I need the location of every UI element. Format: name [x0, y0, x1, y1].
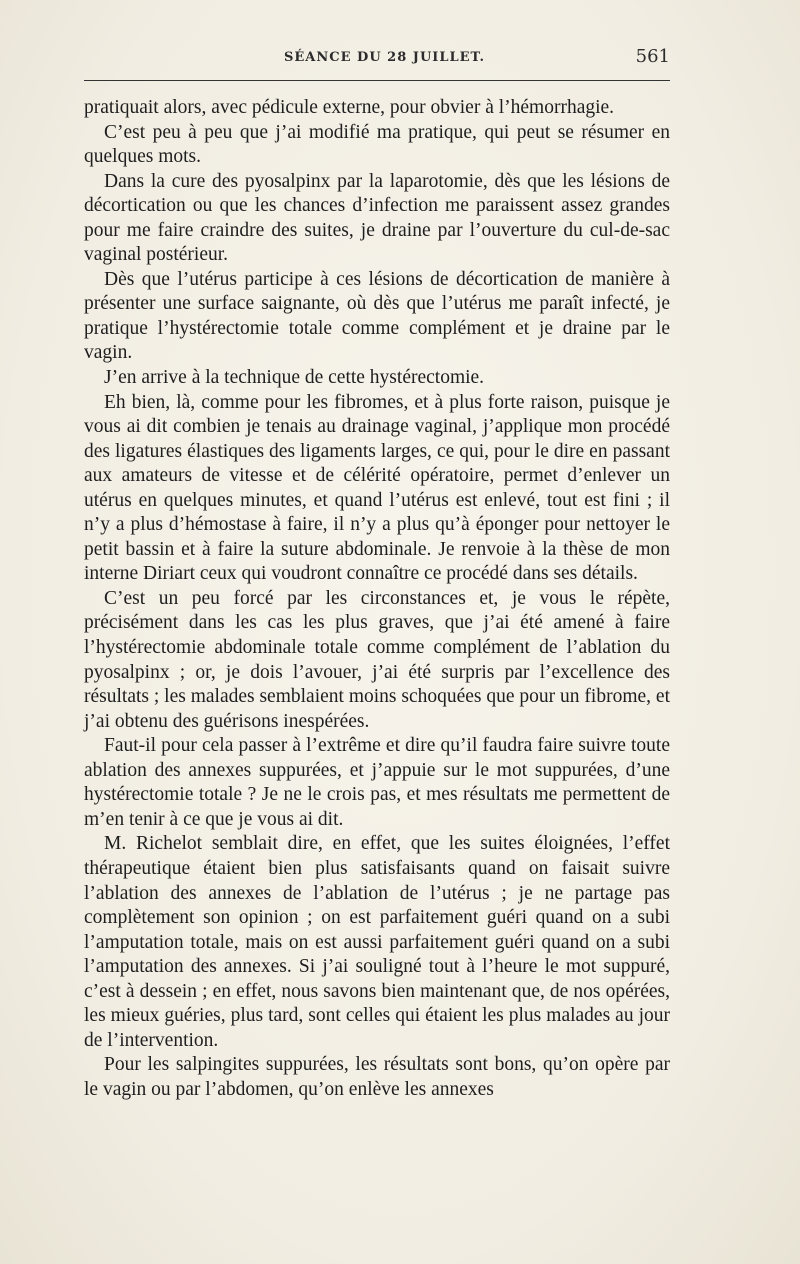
running-header — [84, 44, 670, 74]
body-text — [84, 96, 670, 1102]
paragraph: Dans la cure des pyosalpinx par la laparotomie, dès que les lésions de décortication ou que les chances d’infection me paraissent assez grandes pour me faire craindre des suites, je draine par l’ouverture du cul-de-sac vaginal postérieur. — [84, 170, 670, 266]
paragraph: Faut-il pour cela passer à l’extrême et dire qu’il faudra faire suivre toute ablation des annexes suppurées, et j’appuie sur le mot suppurées, d’une hystérectomie totale ? Je ne le crois pas, et mes résultats me permettent de m’en tenir à ce que je vous ai dit. — [84, 735, 670, 830]
page-number: 561 — [635, 46, 670, 67]
paragraph: J’en arrive à la technique de cette hystérectomie. — [104, 367, 485, 389]
running-title: SÉANCE DU 28 JUILLET. — [284, 50, 486, 65]
paragraph: Dès que l’utérus participe à ces lésions de décortication de manière à présenter une surface saignante, où dès que l’utérus me paraît infecté, je pratique l’hystérectomie totale comme complément et je draine par le vagin. — [84, 268, 670, 364]
header-rule — [84, 80, 670, 81]
paragraph: C’est peu à peu que j’ai modifié ma pratique, qui peut se résumer en quelques mots. — [84, 121, 670, 168]
paragraph: M. Richelot semblait dire, en effet, que les suites éloignées, l’effet thérapeutique étaient bien plus satisfaisants quand on faisait suivre l’ablation des annexes de l’ablation de l’utérus ; je ne partage pas complètement son opinion ; on est parfaitement guéri quand on a subi l’amputation totale, mais on est aussi parfaitement guéri quand on a subi l’amputation des annexes. Si j’ai souligné tout à l’heure le mot suppuré, c’est à dessein ; en effet, nous savons bien maintenant que, de nos opérées, les mieux guéries, plus tard, sont celles qui étaient les plus malades au jour de l’intervention. — [84, 833, 670, 1051]
paragraph: Pour les salpingites suppurées, les résultats sont bons, qu’on opère par le vagin ou par l’abdomen, qu’on enlève les annexes — [84, 1054, 670, 1100]
paragraph: C’est un peu forcé par les circonstances et, je vous le répète, précisément dans les cas les plus graves, que j’ai été amené à faire l’hystérectomie abdominale totale comme complément de l’ablation du pyosalpinx ; or, je dois l’avouer, j’ai été surpris par l’excellence des résultats ; les malades semblaient moins schoquées que pour un fibrome, et j’ai obtenu des guérisons inespérées. — [84, 587, 670, 732]
paragraph: pratiquait alors, avec pédicule externe, pour obvier à l’hémorrhagie. — [84, 97, 615, 118]
paragraph: Eh bien, là, comme pour les fibromes, et à plus forte raison, puisque je vous ai dit combien je tenais au drainage vaginal, j’applique mon procédé des ligatures élastiques des ligaments larges, ce qui, pour le dire en passant aux amateurs de vitesse et de célérité opératoire, permet d’enlever un utérus en quelques minutes, et quand l’utérus est enlevé, tout est fini ; il n’y a plus d’hémostase à faire, il n’y a plus qu’à éponger pour nettoyer le petit bassin et à faire la suture abdominale. Je renvoie à la thèse de mon interne Diriart ceux qui voudront connaître ce procédé dans ses détails. — [84, 391, 670, 585]
